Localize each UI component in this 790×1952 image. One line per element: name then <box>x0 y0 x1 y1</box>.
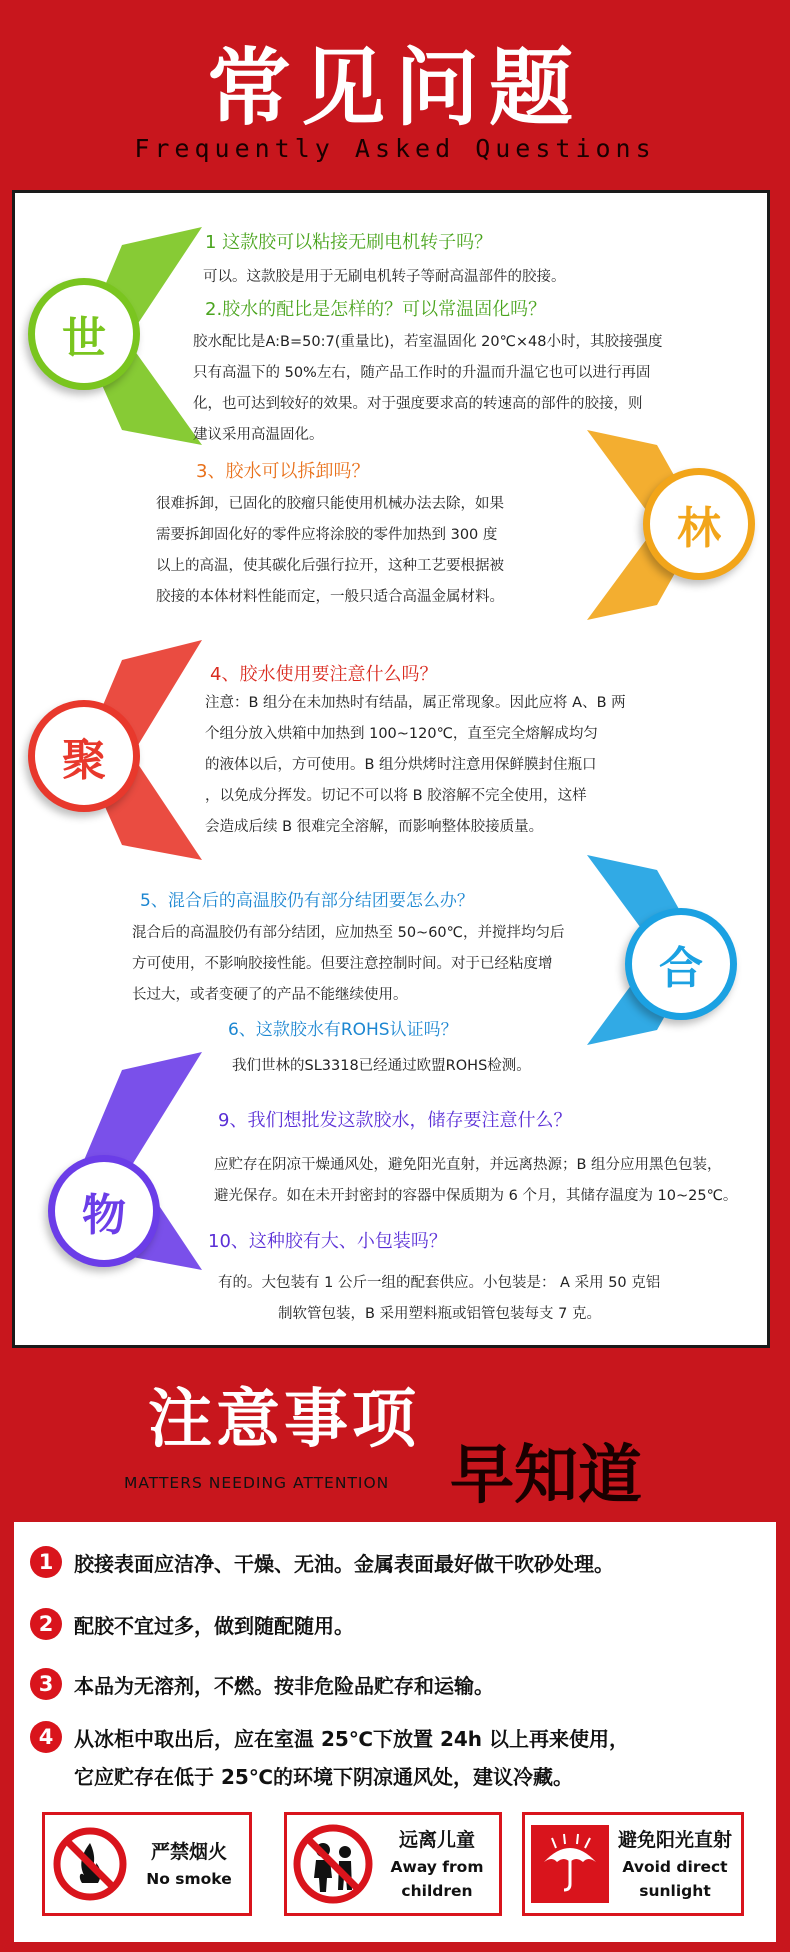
circle-he: 合 <box>625 908 737 1020</box>
sign-avoid-sunlight: 避免阳光直射 Avoid direct sunlight <box>522 1812 744 1916</box>
faq-answer-2: 胶水配比是A:B=50:7(重量比)，若室温固化 20℃×48小时，其胶接强度 只有高温下的 50%左右，随产品工作时的升温而升温它也可以进行再固 化，也可达到较好的效果。对于强度要求高的转速高的部件的胶接，则 建议采用高温固化。 <box>193 334 663 443</box>
faq-answer-5: 混合后的高温胶仍有部分结团，应加热至 50~60℃，并搅拌均匀后 方可使用，不影响胶接性能。但要注意控制时间。对于已经粘度增 长过大，或者变硬了的产品不能继续使用。 <box>132 925 565 1003</box>
faq-question-9: 9、我们想批发这款胶水，储存要注意什么？ <box>218 1110 572 1131</box>
page-title: 常见问题 <box>206 39 583 137</box>
notes-subtitle: MATTERS NEEDING ATTENTION <box>124 1474 390 1492</box>
faq-question-4: 4、胶水使用要注意什么吗？ <box>210 664 438 685</box>
faq-answer-6: 我们世林的SL3318已经通过欧盟ROHS检测。 <box>232 1058 531 1074</box>
circle-ju: 聚 <box>28 700 140 812</box>
faq-question-2: 2.胶水的配比是怎样的？可以常温固化吗？ <box>205 299 547 320</box>
faq-answer-1: 可以。这款胶是用于无刷电机转子等耐高温部件的胶接。 <box>203 269 566 285</box>
circle-shi: 世 <box>28 278 140 390</box>
notes-title: 注意事项 <box>148 1383 420 1457</box>
faq-answer-9: 应贮存在阴凉干燥通风处，避免阳光直射，并远离热源；B 组分应用黑色包装， 避光保存。如在未开封密封的容器中保质期为 6 个月，其储存温度为 10~25℃。 <box>214 1157 738 1204</box>
faq-answer-10: 有的。大包装有 1 公斤一组的配套供应。小包装是： A 采用 50 克铝 制软管包装，B 采用塑料瓶或铝管包装每支 7 克。 <box>218 1275 661 1322</box>
no-children-icon <box>291 1822 375 1906</box>
circle-wu: 物 <box>48 1155 160 1267</box>
number-badge: 2 <box>30 1608 62 1640</box>
sign-away-from-children: 远离儿童 Away from children <box>284 1812 502 1916</box>
note-item-1: 1 胶接表面应洁净、干燥、无油。金属表面最好做干吹砂处理。 <box>30 1545 614 1583</box>
faq-question-10: 10、这种胶有大、小包装吗？ <box>208 1231 447 1252</box>
sign-no-smoke: 严禁烟火 No smoke <box>42 1812 252 1916</box>
number-badge: 1 <box>30 1546 62 1578</box>
circle-lin: 林 <box>643 468 755 580</box>
no-fire-icon <box>51 1825 129 1903</box>
note-item-3: 3 本品为无溶剂，不燃。按非危险品贮存和运输。 <box>30 1667 494 1705</box>
faq-answer-3: 很难拆卸，已固化的胶瘤只能使用机械办法去除，如果 需要拆卸固化好的零件应将涂胶的零件加热到 300 度 以上的高温，使其碳化后强行拉开，这种工艺要根据被 胶接的本体材料性能而定，一般只适合高温金属材料。 <box>156 496 504 605</box>
faq-question-3: 3、胶水可以拆卸吗？ <box>196 461 370 482</box>
number-badge: 3 <box>30 1668 62 1700</box>
note-item-2: 2 配胶不宜过多，做到随配随用。 <box>30 1607 354 1645</box>
number-badge: 4 <box>30 1721 62 1753</box>
faq-question-1: 1 这款胶可以粘接无刷电机转子吗？ <box>205 232 493 253</box>
note-item-4: 4 从冰柜中取出后，应在室温 25℃下放置 24h 以上再来使用， 它应贮存在低于 25℃的环境下阴凉通风处，建议冷藏。 <box>30 1720 629 1796</box>
page-subtitle: Frequently Asked Questions <box>134 134 656 163</box>
faq-question-5: 5、混合后的高温胶仍有部分结团要怎么办？ <box>140 891 474 911</box>
faq-answer-4: 注意：B 组分在未加热时有结晶，属正常现象。因此应将 A、B 两 个组分放入烘箱中加热到 100~120℃，直至完全熔解成均匀 的液体以后，方可使用。B 组分烘烤时注意用保鲜膜封住瓶口 ，以免成分挥发。切记不可以将 B 胶溶解不完全使用，这样 会造成后续 B 很难完全溶解，而影响整体胶接质量。 <box>205 695 626 835</box>
notes-big-text: 早知道 <box>450 1439 642 1513</box>
umbrella-icon <box>531 1825 609 1903</box>
faq-question-6: 6、这款胶水有ROHS认证吗？ <box>228 1020 458 1040</box>
